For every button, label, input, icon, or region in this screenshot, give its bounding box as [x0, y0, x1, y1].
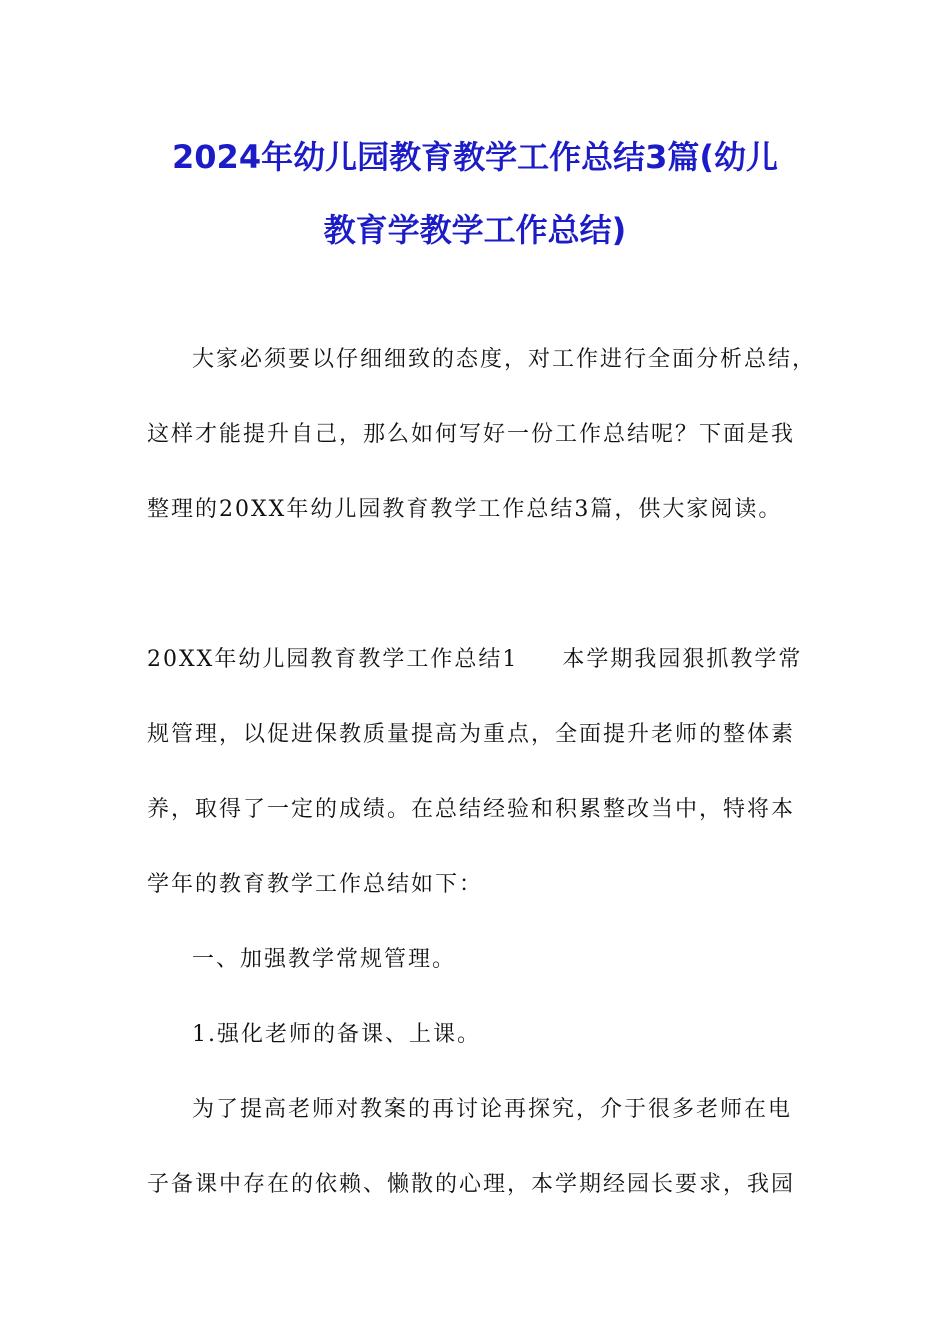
body-line-4: 为了提高老师对教案的再讨论再探究，介于很多老师在电	[192, 1097, 793, 1122]
section-first-sentence: 本学期我园狠抓教学常	[562, 647, 803, 672]
subheading-1: 一、加强教学常规管理。	[192, 947, 457, 972]
document-title-line-2: 教育学教学工作总结)	[323, 211, 627, 249]
body-line-1: 规管理，以促进保教质量提高为重点，全面提升老师的整体素	[147, 722, 796, 747]
subheading-1-1: 1.强化老师的备课、上课。	[192, 1022, 481, 1047]
section-heading-line	[147, 645, 827, 675]
body-line-5: 子备课中存在的依赖、懒散的心理，本学期经园长要求，我园	[147, 1172, 796, 1197]
intro-line-2: 这样才能提升自己，那么如何写好一份工作总结呢？下面是我	[147, 422, 796, 447]
body-line-2: 养，取得了一定的成绩。在总结经验和积累整改当中，特将本	[147, 797, 796, 822]
section-heading: 20XX年幼儿园教育教学工作总结1	[147, 647, 519, 672]
body-line-3: 学年的教育教学工作总结如下：	[147, 872, 484, 897]
document-title-line-1: 2024年幼儿园教育教学工作总结3篇(幼儿	[172, 138, 778, 176]
intro-line-3: 整理的20XX年幼儿园教育教学工作总结3篇，供大家阅读。	[147, 497, 783, 522]
intro-line-1: 大家必须要以仔细细致的态度，对工作进行全面分析总结，	[192, 347, 817, 372]
